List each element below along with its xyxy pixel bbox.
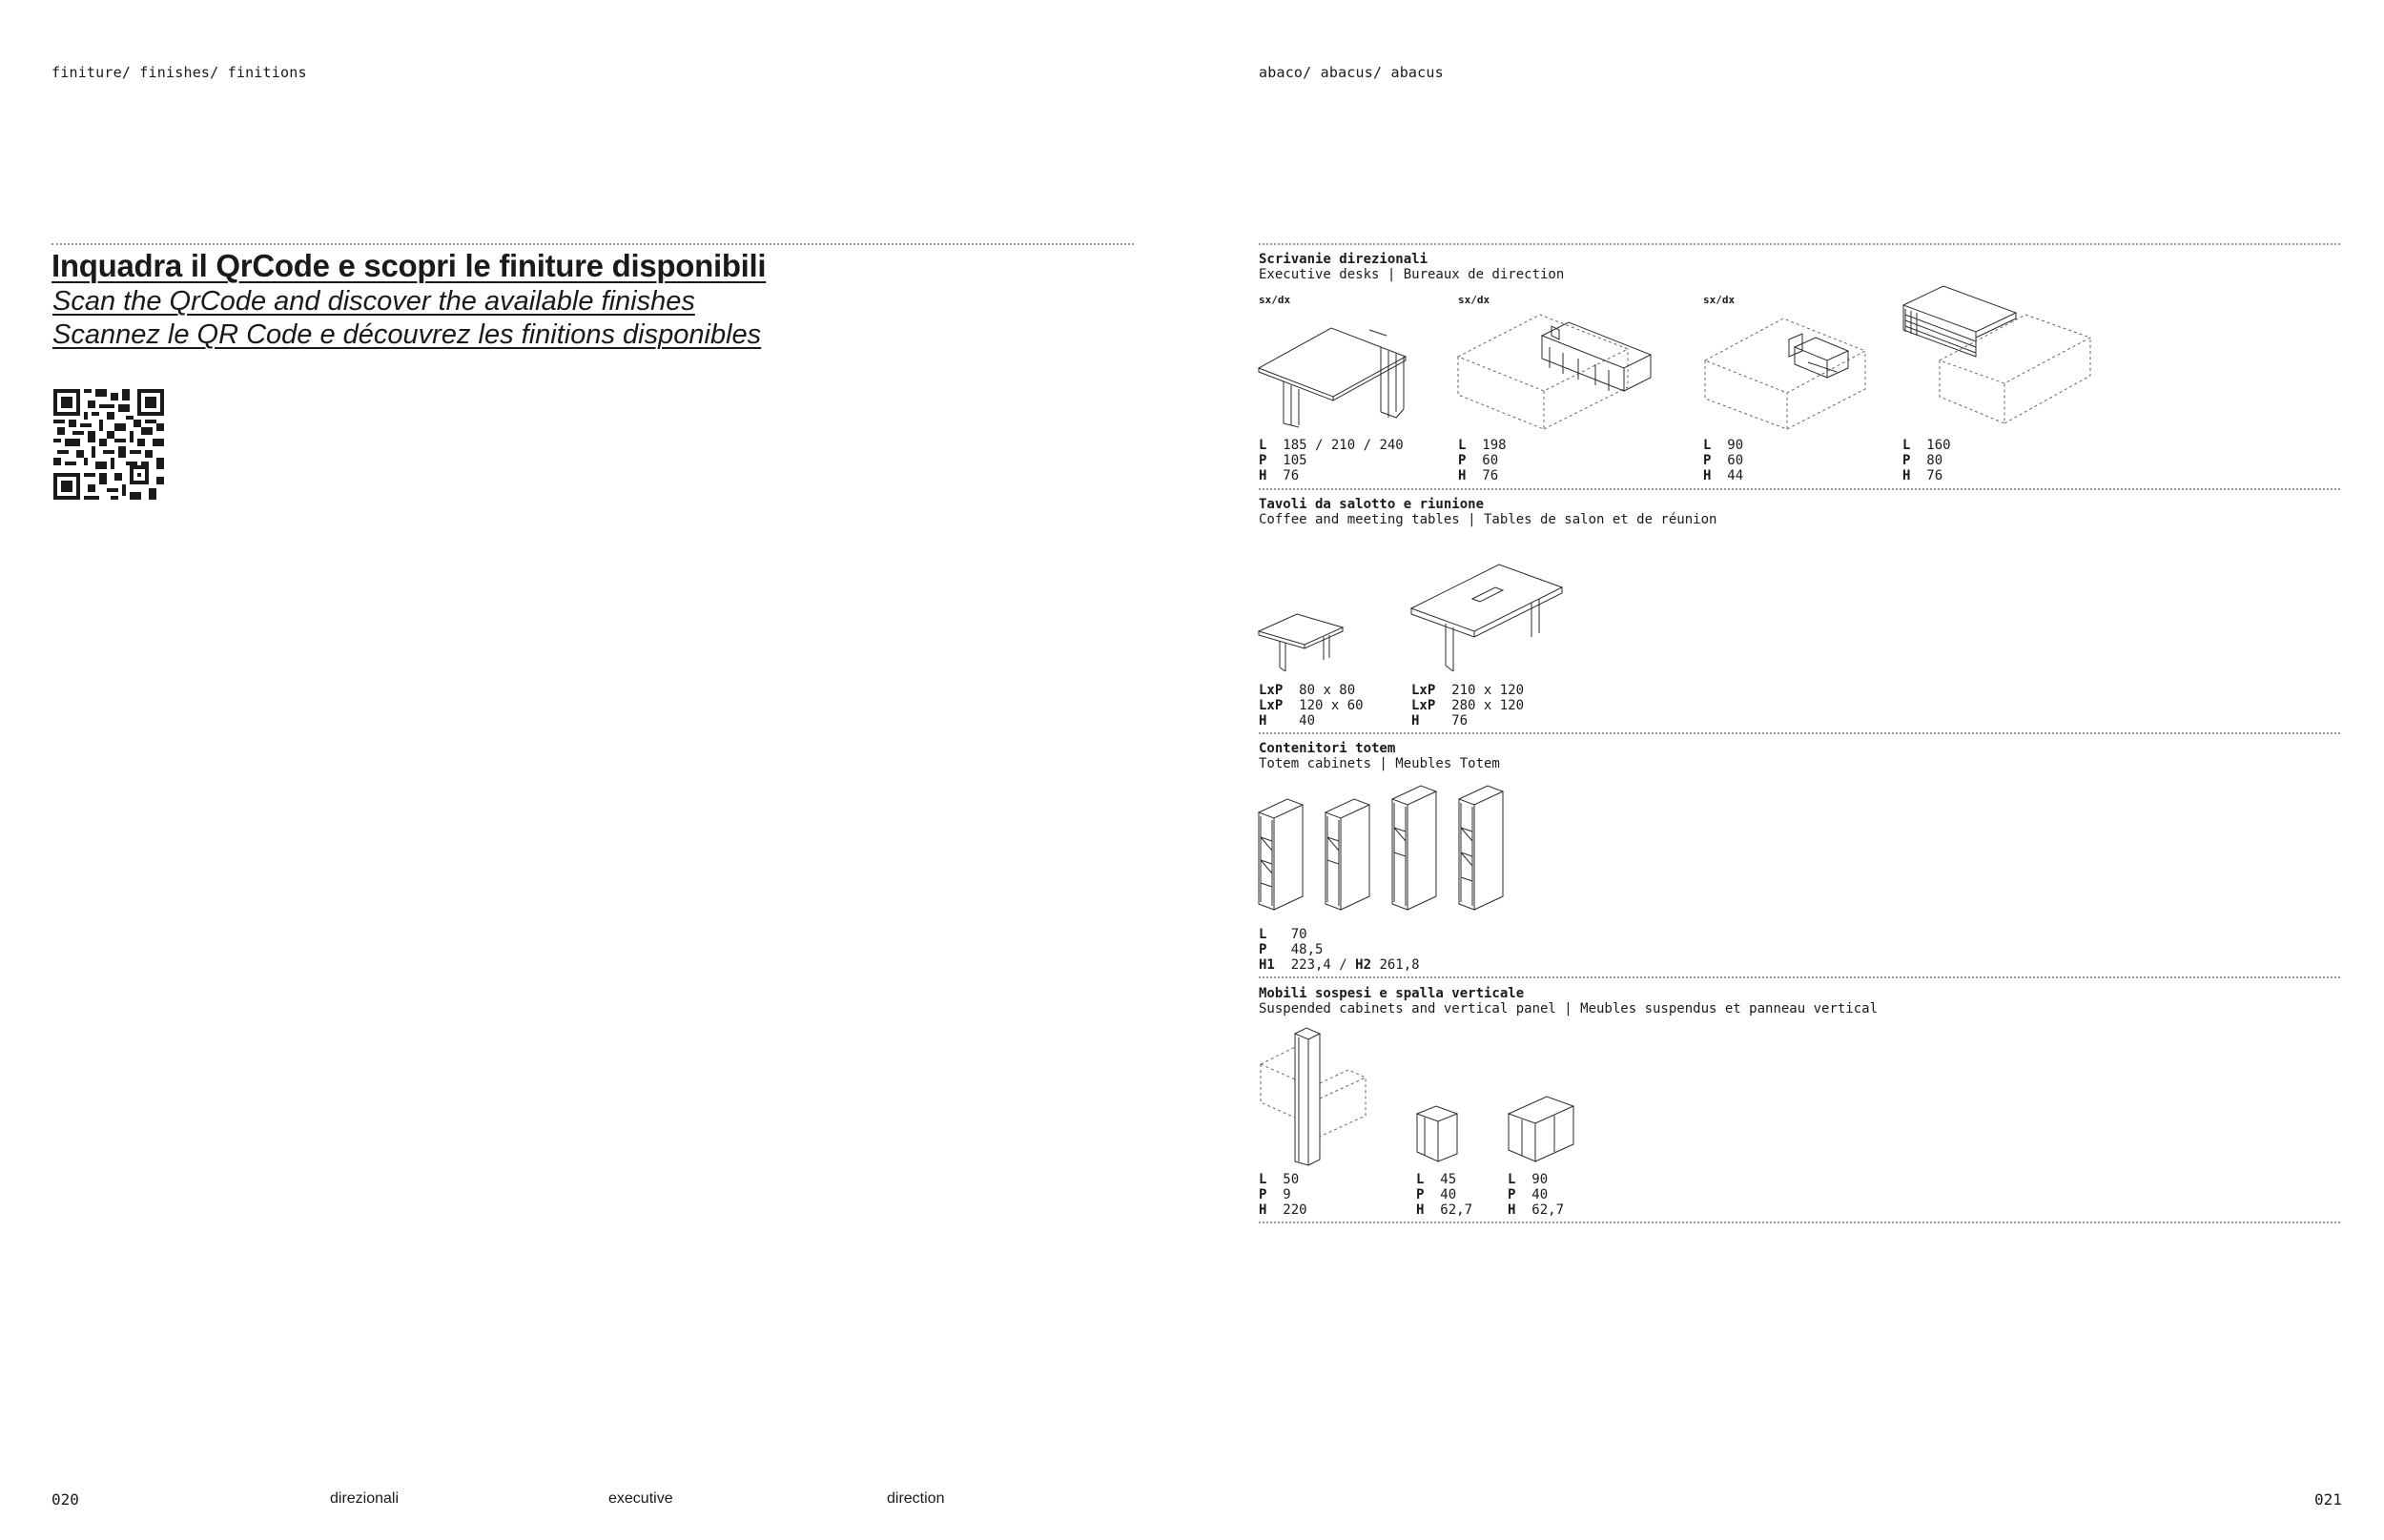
breadcrumb-left: finiture/ finishes/ finitions bbox=[51, 64, 307, 81]
divider bbox=[1259, 488, 2340, 490]
footer-label: direzionali bbox=[330, 1490, 400, 1507]
dimensions: L 198 P 60 H 76 bbox=[1458, 438, 1507, 483]
dimensions: LxP 80 x 80 LxP 120 x 60 H 40 bbox=[1259, 683, 1364, 729]
variant-tag: sx/dx bbox=[1703, 294, 1736, 306]
dimensions: LxP 210 x 120 LxP 280 x 120 H 76 bbox=[1411, 683, 1525, 729]
page-number-right: 021 bbox=[2314, 1490, 2342, 1509]
page-number-left: 020 bbox=[51, 1490, 79, 1509]
footer-label: executive bbox=[608, 1490, 673, 1507]
section-subtitle: Totem cabinets | Meubles Totem bbox=[1259, 756, 1500, 771]
suspended-cabinet-drawing bbox=[1507, 1095, 1575, 1163]
section-subtitle: Coffee and meeting tables | Tables de salon et de réunion bbox=[1259, 512, 1717, 527]
executive-desk-drawing bbox=[1257, 318, 1409, 428]
executive-desk-drawing bbox=[1703, 303, 1875, 431]
dimensions: L 50 P 9 H 220 bbox=[1259, 1172, 1307, 1218]
headline-english: Scan the QrCode and discover the available finishes bbox=[52, 286, 695, 317]
qr-code-icon[interactable] bbox=[53, 389, 164, 500]
headline-italian: Inquadra il QrCode e scopri le finiture disponibili bbox=[51, 248, 767, 283]
meeting-table-drawing bbox=[1409, 561, 1564, 675]
dimensions: L 185 / 210 / 240 P 105 H 76 bbox=[1259, 438, 1404, 483]
dimensions: L 70 P 48,5 H1 223,4 / H2 261,8 bbox=[1259, 927, 1420, 973]
section-subtitle: Suspended cabinets and vertical panel | Meubles suspendus et panneau vertical bbox=[1259, 1001, 1879, 1016]
breadcrumb-right: abaco/ abacus/ abacus bbox=[1259, 64, 1444, 81]
dimensions: L 160 P 80 H 76 bbox=[1902, 438, 1951, 483]
totem-cabinets-drawing bbox=[1257, 784, 1514, 919]
section-title: Mobili sospesi e spalla verticale bbox=[1259, 986, 1525, 1001]
section-title: Scrivanie direzionali bbox=[1259, 252, 1428, 267]
divider bbox=[51, 243, 1134, 245]
section-title: Tavoli da salotto e riunione bbox=[1259, 497, 1485, 512]
dimensions: L 45 P 40 H 62,7 bbox=[1416, 1172, 1473, 1218]
coffee-table-drawing bbox=[1257, 610, 1345, 673]
vertical-panel-drawing bbox=[1257, 1026, 1367, 1167]
variant-tag: sx/dx bbox=[1259, 294, 1291, 306]
divider bbox=[1259, 243, 2340, 245]
section-subtitle: Executive desks | Bureaux de direction bbox=[1259, 267, 1565, 282]
section-title: Contenitori totem bbox=[1259, 741, 1396, 756]
footer-label: direction bbox=[887, 1490, 945, 1507]
divider bbox=[1259, 976, 2340, 978]
divider bbox=[1259, 732, 2340, 734]
suspended-cabinet-drawing bbox=[1415, 1104, 1459, 1163]
dimensions: L 90 P 40 H 62,7 bbox=[1508, 1172, 1565, 1218]
headline-french: Scannez le QR Code e découvrez les finitions disponibles bbox=[52, 319, 762, 350]
divider bbox=[1259, 1222, 2340, 1223]
variant-tag: sx/dx bbox=[1458, 294, 1490, 306]
executive-desk-drawing bbox=[1901, 280, 2092, 433]
executive-desk-drawing bbox=[1456, 301, 1652, 430]
dimensions: L 90 P 60 H 44 bbox=[1703, 438, 1744, 483]
